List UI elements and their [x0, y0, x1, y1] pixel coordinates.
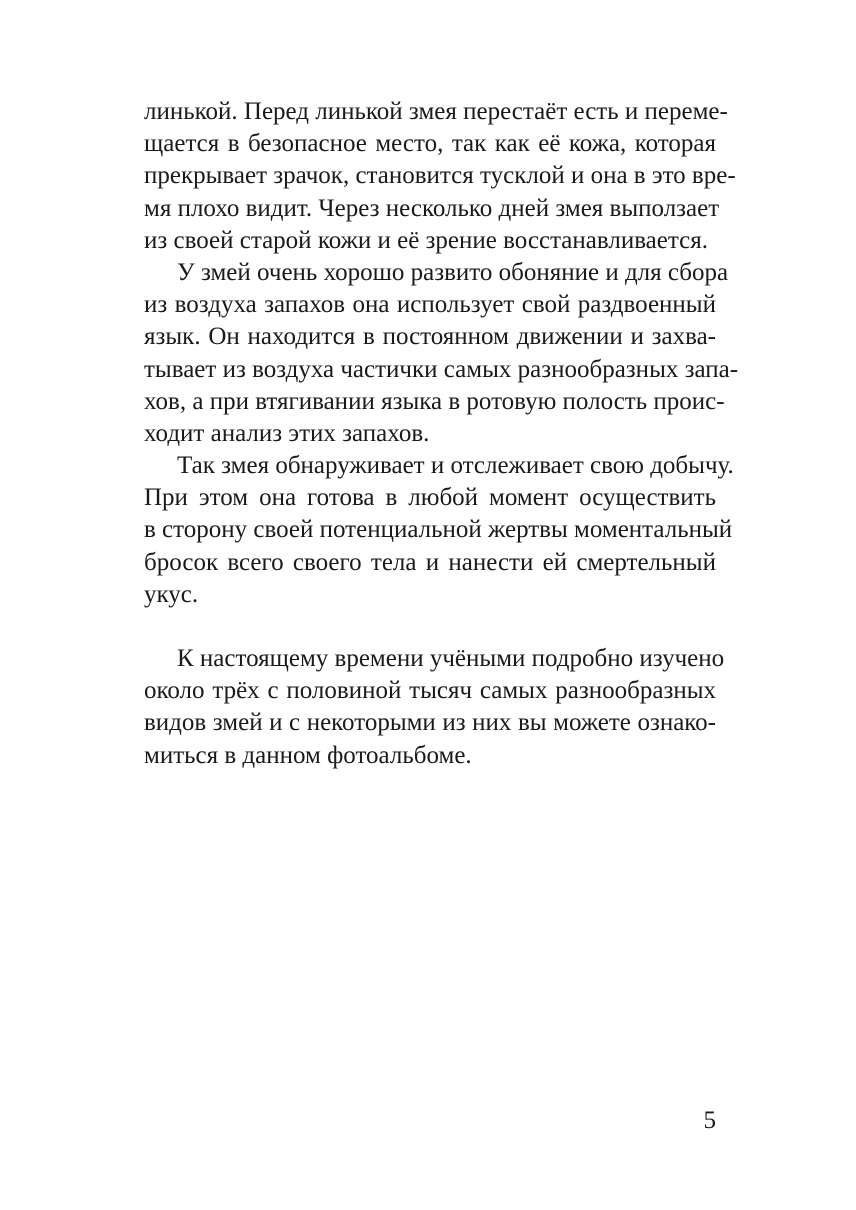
text-line: линькой. Перед линькой змея перестаёт есть и переме-	[144, 98, 728, 125]
page-number: 5	[703, 1107, 716, 1134]
text-line: из воздуха запахов она использует свой раздвоенный	[144, 291, 716, 319]
text-line: ходит анализ этих запахов.	[144, 419, 430, 447]
text-line: щается в безопасное место, так как её кожа, которая	[144, 130, 716, 158]
text-line: в сторону своей потенциальной жертвы моментальный	[144, 516, 733, 544]
body-text	[144, 96, 739, 772]
text-line: хов, а при втягивании языка в ротовую полость проис-	[144, 387, 725, 415]
text-line: из своей старой кожи и её зрение восстанавливается.	[144, 226, 708, 254]
text-line: миться в данном фотоальбоме.	[144, 741, 472, 769]
text-line: бросок всего своего тела и нанести ей смертельный	[144, 548, 716, 576]
text-line: видов змей и с некоторыми из них вы можете ознако-	[144, 709, 716, 737]
text-line: При этом она готова в любой момент осуществить	[144, 484, 716, 512]
text-line: К настоящему времени учёными подробно изучено	[177, 645, 725, 672]
text-line: прекрывает зрачок, становится тусклой и она в это вре-	[144, 162, 736, 190]
text-line: тывает из воздуха частички самых разнообразных запа-	[144, 355, 739, 383]
text-line: около трёх с половиной тысяч самых разнообразных	[144, 677, 716, 705]
text-line: У змей очень хорошо развито обоняние и для сбора	[177, 258, 729, 286]
text-line: мя плохо видит. Через несколько дней змея выползает	[144, 194, 720, 222]
text-line: Так змея обнаруживает и отслеживает свою добычу.	[177, 452, 734, 480]
paragraph	[144, 257, 739, 450]
paragraph	[144, 96, 736, 257]
paragraph-spacer	[144, 611, 716, 643]
text-line: язык. Он находится в постоянном движении и захва-	[144, 323, 716, 351]
text-line: укус.	[144, 580, 199, 608]
paragraph	[144, 643, 725, 772]
paragraph	[144, 450, 734, 611]
